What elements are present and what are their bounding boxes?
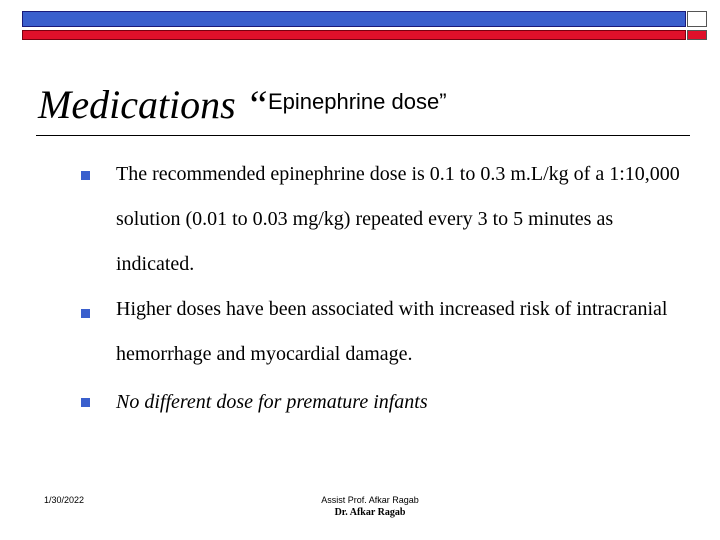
square-bullet-icon xyxy=(81,171,90,180)
bullet-item: Higher doses have been associated with increased risk of intracranial hemorrhage and myocardial damage. xyxy=(116,298,668,365)
bullet-item: No different dose for premature infants xyxy=(116,391,428,413)
square-bullet-icon xyxy=(81,309,90,318)
slide-date: 1/30/2022 xyxy=(44,495,85,505)
slide-title-sub: Epinephrine dose” xyxy=(267,89,447,114)
bullet-item: The recommended epinephrine dose is 0.1 to 0.3 m.L/kg of a 1:10,000 solution (0.01 to 0.03 mg/kg) repeated every 3 to 5 minutes as indicated. xyxy=(116,163,680,275)
slide-title-main: Medications “ xyxy=(38,82,268,127)
footer-author-name: Dr. Afkar Ragab xyxy=(334,507,406,518)
slide-footer xyxy=(290,495,450,518)
square-bullet-icon xyxy=(81,398,90,407)
footer-author: Assist Prof. Afkar Ragab xyxy=(321,495,419,505)
